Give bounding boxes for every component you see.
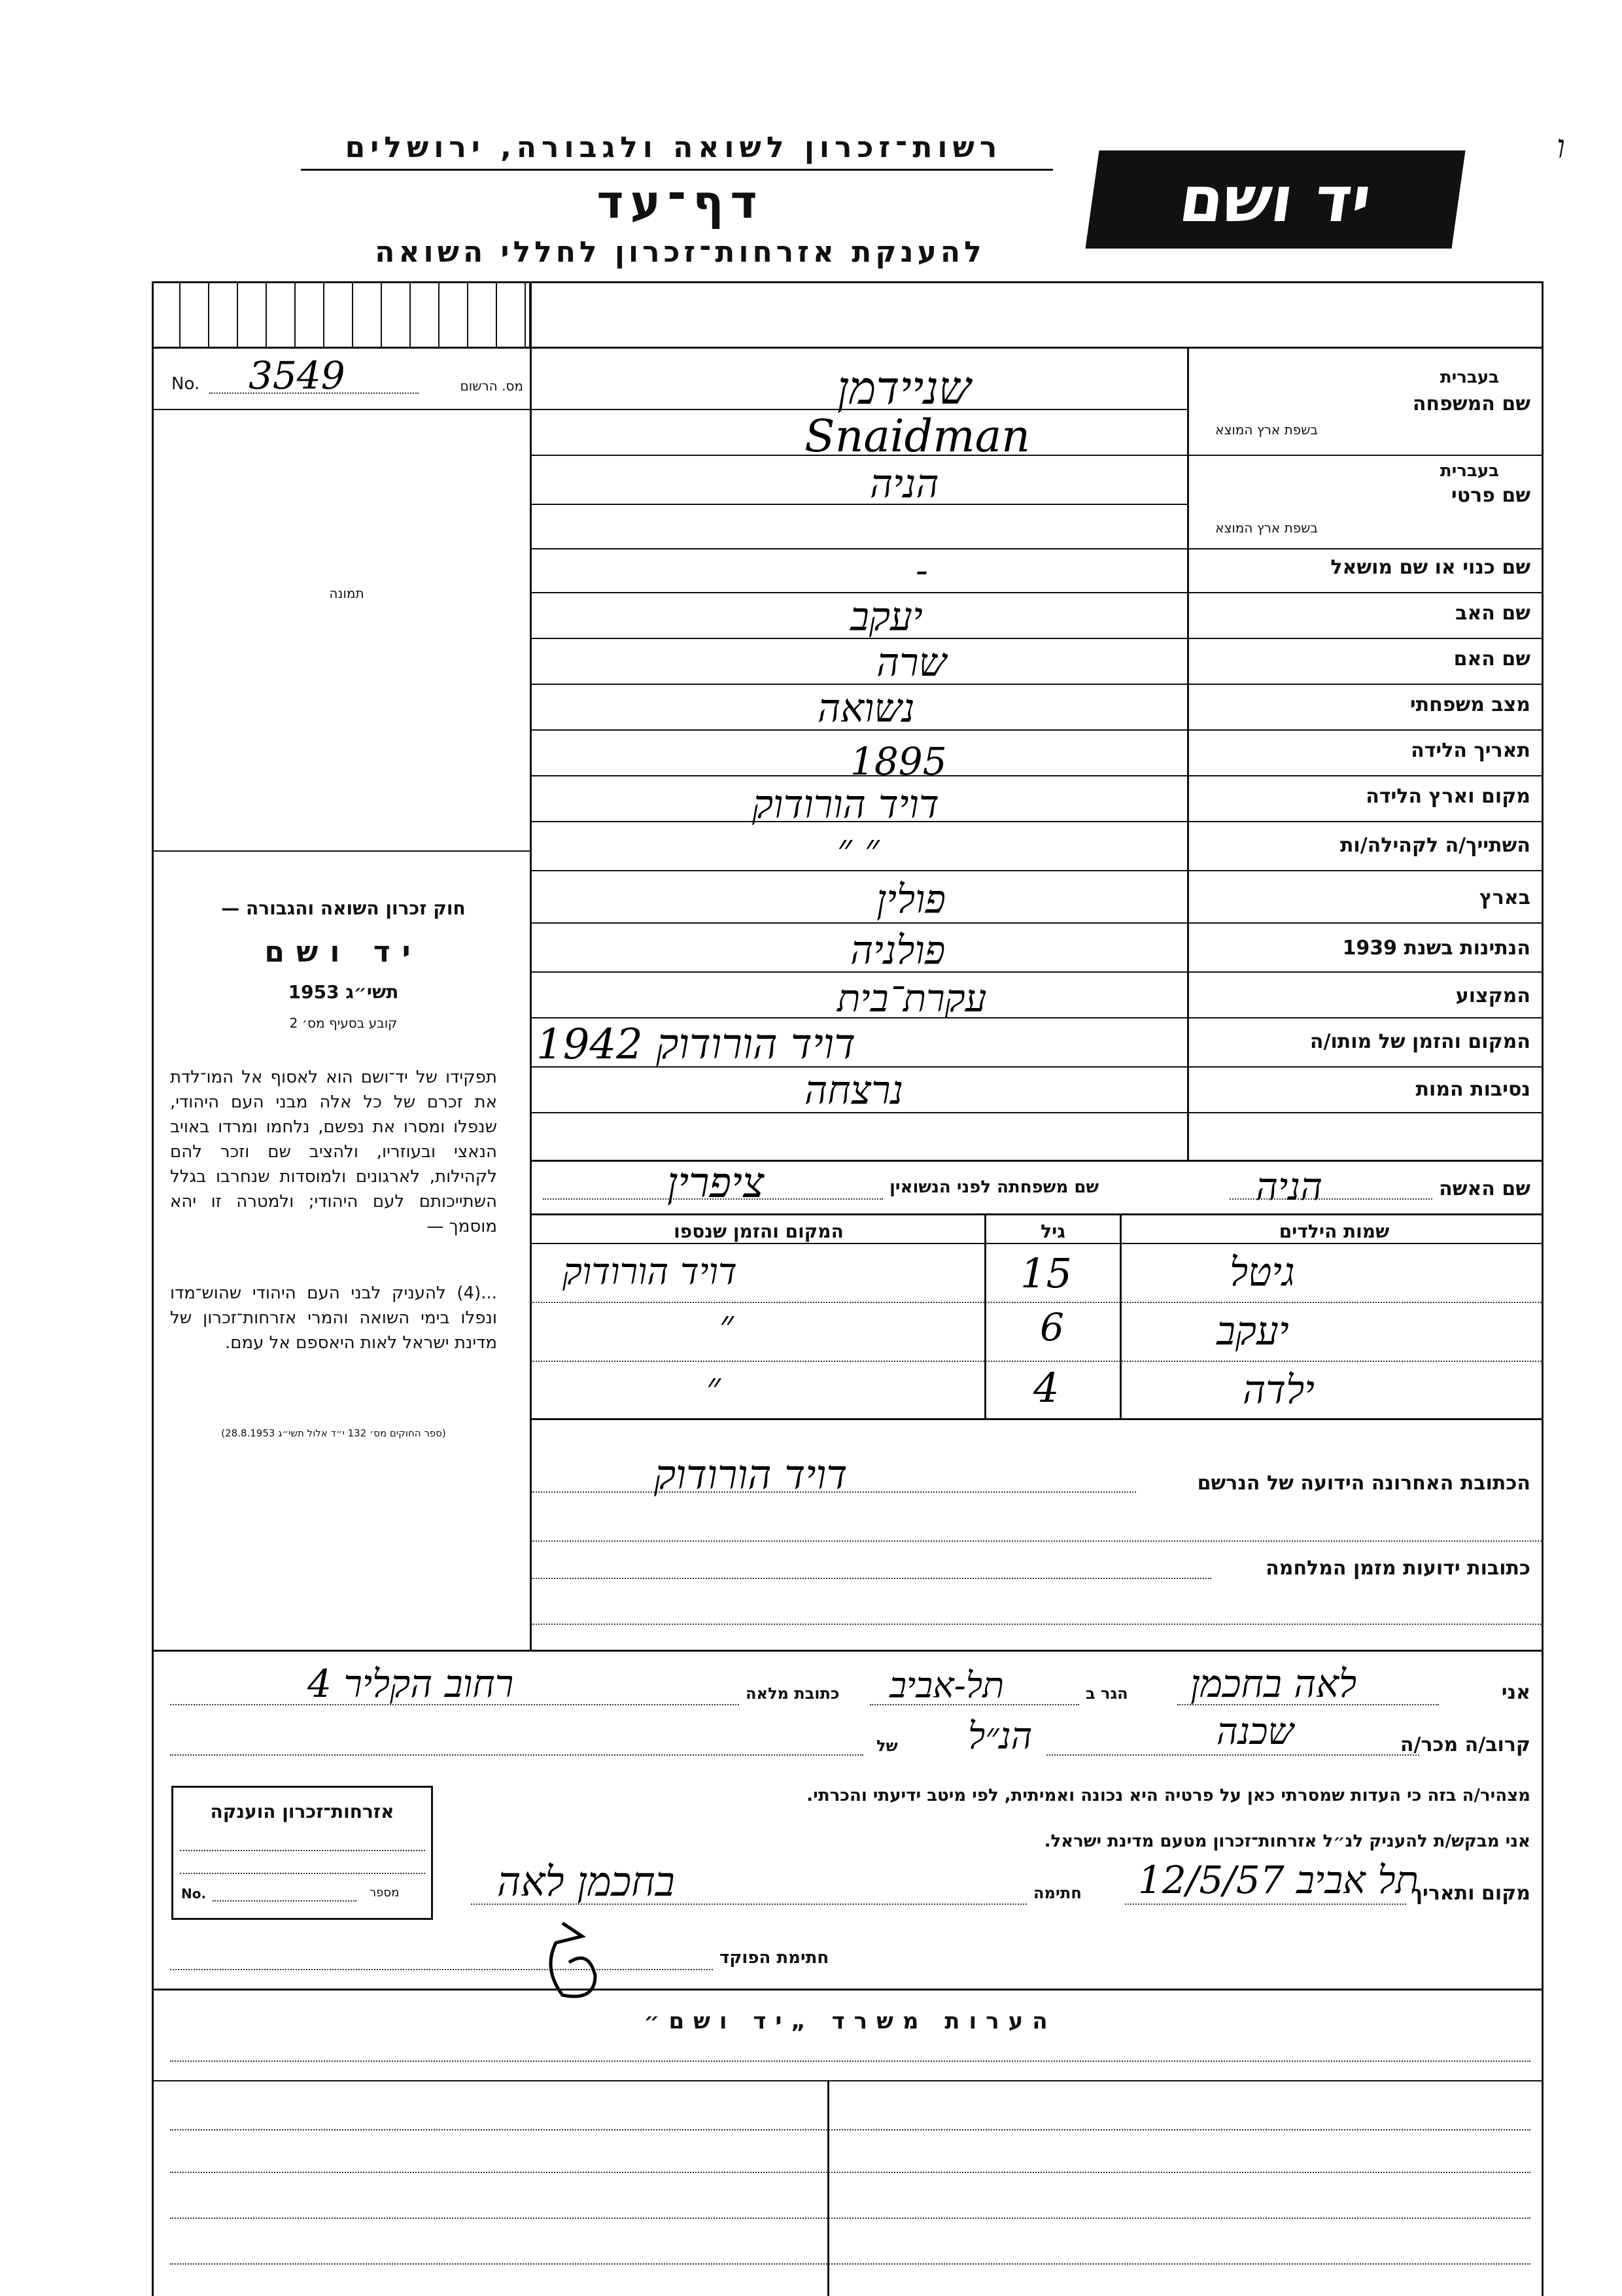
child-1-age: 15 <box>1020 1249 1072 1297</box>
signature-value: בחכמן לאה <box>497 1858 675 1905</box>
first-in-hebrew-label: בעברית <box>1440 461 1499 481</box>
notes-line-5 <box>170 2263 1530 2265</box>
notes-line-1 <box>170 2061 1530 2062</box>
law-title: חוק זכרון השואה והגבורה — <box>221 897 466 919</box>
family-in-hebrew-label: בעברית <box>1440 368 1499 387</box>
law-text-clause4: ...(4) להעניק לבני העם היהודי שהוש־מדו ונפלו בימי השואה והמרי אזרחות־זכרון של מדינת ישראל לאות היאספם אל עמם. <box>170 1283 497 1353</box>
officer-signature-label: חתימת הפוקד <box>719 1948 829 1968</box>
form-subtitle: להענקת אזרחות־זכרון לחללי השואה <box>375 235 986 269</box>
photo-label: תמונה <box>329 585 364 601</box>
relation-value: שכנה <box>1216 1711 1294 1753</box>
row-sep-citizen <box>531 971 1544 973</box>
declarant-i-label: אני <box>1501 1681 1530 1704</box>
row-sep-father <box>531 638 1544 639</box>
row-sep-mother <box>531 684 1544 685</box>
place-date-line <box>1125 1904 1406 1905</box>
law-year: תשי״ג 1953 <box>288 981 399 1003</box>
country-label: בארץ <box>1479 886 1530 909</box>
row-sep-community <box>531 870 1544 871</box>
children-row-line-1 <box>531 1302 1544 1303</box>
first-name-label: שם פרטי <box>1451 484 1530 507</box>
relation-line <box>1046 1754 1419 1756</box>
mother-value: שרה <box>876 640 947 686</box>
wartime-address-label: כתובות ידועות מזמן המלחמה <box>1266 1557 1530 1580</box>
code-boxes <box>152 283 531 349</box>
children-header-line <box>531 1243 1544 1244</box>
award-box <box>171 1786 433 1920</box>
addresses-bottom-border <box>152 1650 1544 1652</box>
death-cause-label: נסיבות המות <box>1415 1078 1530 1101</box>
first-name-hebrew: הניה <box>870 461 939 507</box>
form-title: דף־עד <box>596 175 764 229</box>
country-value: פולין <box>876 877 946 922</box>
registry-divider <box>152 409 531 410</box>
children-col-age: גיל <box>1041 1221 1065 1242</box>
request-text: אני מבקש/ת להעניק לנ״ל אזרחות־זכרון מטעם מדינת ישראל. <box>1044 1832 1530 1851</box>
marital-label: מצב משפחתי <box>1409 693 1530 716</box>
first-origin-label: בשפת ארץ המוצא <box>1215 520 1318 536</box>
children-col-names: שמות הילדים <box>1279 1221 1390 1242</box>
row-sep-country <box>531 922 1544 924</box>
row-sep-first <box>531 548 1544 549</box>
row-sep-marital <box>531 729 1544 731</box>
officer-signature-line <box>170 1969 713 1970</box>
spouse-divider <box>531 1213 1544 1215</box>
family-name-label: שם המשפחה <box>1412 392 1530 415</box>
row-sep-profession <box>531 1017 1544 1018</box>
profession-label: המקצוע <box>1455 984 1530 1007</box>
family-origin-label: בשפת ארץ המוצא <box>1215 422 1318 438</box>
law-text-main: תפקידו של יד־ושם הוא לאסוף אל המו־לדת את זכרם של כל אלה מבני העם היהודי, שנפלו ומסרו את נפשם, נלחמו ומרדו באויב הנאצי ובעוזריו, ולהציב שם וזכר להם לקהילות, לארגונים ולמוסדות שנחרבו בגלל השתייכותם לעם היהודי; ולמטרה זו יהא מוסמך — <box>170 1068 497 1236</box>
law-source: (ספר החוקים מס׳ 132 י״ד אלול תשי״ג 28.8.1953) <box>221 1427 446 1439</box>
notes-divider <box>152 2080 1544 2081</box>
last-address-label: הכתובת האחרונה הידועה של הנרשם <box>1197 1472 1530 1495</box>
office-notes-title: הערות משרד „יד ושם״ <box>644 2008 1057 2034</box>
header-underline <box>301 169 1053 171</box>
wartime-line-1 <box>531 1578 1211 1579</box>
first-mid-line <box>531 504 1187 505</box>
notes-line-2 <box>170 2129 1530 2131</box>
row-sep-birthdate <box>531 775 1544 776</box>
declarant-city: תל-אביב <box>889 1665 1005 1706</box>
registry-no-label: No. <box>171 374 200 394</box>
birth-date-value: 1895 <box>850 739 947 784</box>
citizenship-value: פולניה <box>850 928 946 973</box>
children-col-place: המקום והזמן שנספו <box>674 1221 844 1242</box>
logo-text: יד ושם <box>1175 163 1376 236</box>
family-name-hebrew: שניידמן <box>837 361 971 415</box>
nickname-value: - <box>916 549 928 592</box>
children-row-line-2 <box>531 1361 1544 1362</box>
marital-value: נשואה <box>818 686 915 731</box>
award-no-label: No. <box>181 1886 207 1902</box>
birth-date-label: תאריך הלידה <box>1411 739 1530 762</box>
signature-label: חתימה <box>1033 1884 1082 1902</box>
left-column-border <box>530 283 532 1650</box>
wartime-line-2 <box>531 1624 1544 1625</box>
registry-number: 3549 <box>249 353 345 398</box>
child-3-place: ״ <box>706 1364 721 1408</box>
nickname-label: שם כנוי או שם מושאל <box>1330 556 1530 579</box>
relation-label: קרוב/ה מכר/ה <box>1400 1733 1530 1756</box>
community-label: השתייך/ה לקהילה/ות <box>1339 834 1530 857</box>
declarant-resident-label: הגר ב <box>1086 1684 1128 1703</box>
children-col-sep-1 <box>1120 1215 1122 1418</box>
yad-vashem-logo <box>1085 150 1465 249</box>
last-address-line-2 <box>531 1540 1544 1542</box>
profession-value: עקרת־בית <box>837 976 987 1020</box>
row-sep-nick <box>531 592 1544 593</box>
award-line-2 <box>180 1873 425 1874</box>
of-line <box>170 1754 863 1756</box>
family-name-origin: Snaidman <box>804 411 1031 462</box>
declarant-address: רחוב הקליר 4 <box>307 1661 514 1706</box>
father-value: יעקב <box>850 594 923 640</box>
declarant-address-label: כתובת מלאה <box>746 1684 840 1703</box>
child-2-name: יעקב <box>1216 1308 1289 1354</box>
notes-line-4 <box>170 2218 1530 2219</box>
label-column-border <box>1187 349 1189 1160</box>
place-date-label: מקום ותאריך <box>1411 1882 1530 1905</box>
community-value: ״ ״ <box>837 826 880 871</box>
declaration-text: מצהיר/ה בזה כי העדות שמסרתי כאן על פרטיה היא נכונה ואמיתית, לפי מיטב ידיעתי והכרתי. <box>806 1786 1530 1805</box>
row-sep-family <box>531 455 1544 456</box>
last-address-value: דויד הורודוק <box>654 1451 848 1499</box>
of-value: הנ״ל <box>968 1715 1033 1758</box>
birth-place-label: מקום וארץ הלידה <box>1366 785 1530 808</box>
registry-reg-label: מס. הרשום <box>460 378 523 394</box>
child-2-age: 6 <box>1040 1305 1064 1349</box>
child-2-place: ״ <box>719 1302 734 1346</box>
declarant-bottom-border <box>152 1989 1544 1991</box>
award-num-label: מספר <box>370 1886 400 1900</box>
law-clause: קובע בסעיף מס׳ 2 <box>289 1015 398 1031</box>
place-date-value: תל אביב 12/5/57 <box>1138 1858 1419 1902</box>
officer-signature-scribble <box>536 1917 615 2008</box>
of-label: של <box>876 1737 898 1755</box>
maiden-label: שם משפחתה לפני הנשואין <box>889 1177 1099 1197</box>
page-marker: ו <box>1557 128 1565 165</box>
declarant-name: לאה בחכמן <box>1190 1661 1357 1706</box>
child-1-name: גיטל <box>1230 1249 1295 1295</box>
award-no-line <box>213 1900 356 1902</box>
wife-name-value: הניה <box>1256 1164 1323 1209</box>
death-place-value: דויד הורודוק 1942 <box>536 1020 856 1069</box>
award-line-1 <box>180 1850 425 1851</box>
child-3-name: ילדה <box>1243 1367 1315 1413</box>
row-sep-birthplace <box>531 821 1544 822</box>
row-sep-death-cause <box>531 1112 1544 1113</box>
child-1-place: דויד הורודוק <box>562 1251 737 1293</box>
citizenship-label: הנתינות בשנת 1939 <box>1342 937 1530 960</box>
child-3-age: 4 <box>1033 1364 1060 1412</box>
death-place-label: המקום והזמן של מותו/ה <box>1309 1030 1530 1053</box>
award-box-title: אזרחות־זכרון הוענקה <box>210 1801 394 1822</box>
maiden-name-value: ציפרין <box>667 1159 765 1208</box>
children-bottom-line <box>531 1418 1544 1420</box>
death-cause-value: נרצחה <box>804 1068 904 1113</box>
mother-label: שם האם <box>1453 648 1530 670</box>
photo-divider <box>152 850 531 852</box>
notes-line-3 <box>170 2172 1530 2173</box>
law-name: יד ושם <box>264 935 423 969</box>
wife-label: שם האשה <box>1439 1177 1530 1200</box>
children-col-sep-2 <box>984 1215 986 1418</box>
authority-title: רשות־זכרון לשואה ולגבורה, ירושלים <box>345 131 1003 164</box>
father-label: שם האב <box>1455 602 1530 625</box>
top-row-line <box>531 347 1544 349</box>
birth-place-value: דויד הורודוק <box>752 782 939 827</box>
